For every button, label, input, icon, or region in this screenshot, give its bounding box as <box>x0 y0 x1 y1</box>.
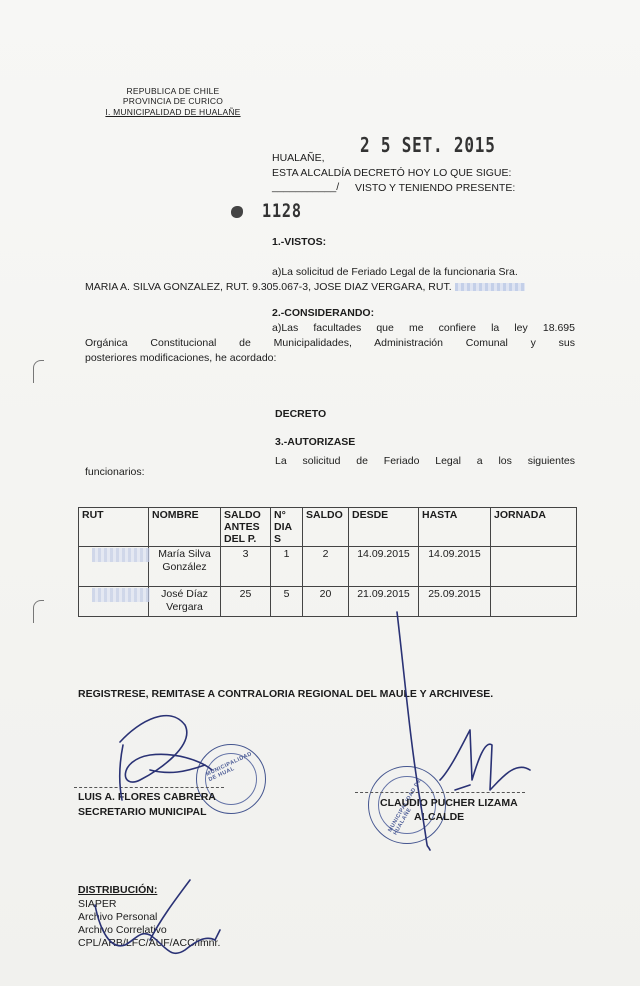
signature-line-left <box>74 787 224 788</box>
visto-line: VISTO Y TENIENDO PRESENTE: <box>355 182 516 194</box>
autorizase-line2: funcionarios: <box>85 466 145 478</box>
header-republic: REPUBLICA DE CHILE <box>126 86 220 96</box>
considerando-line1: a)Las facultades que me confiere la ley 18.695 <box>272 322 575 334</box>
jornada-cell <box>491 587 577 617</box>
vistos-para-b <box>85 281 525 293</box>
decreto-heading: DECRETO <box>275 408 327 420</box>
distribution-item: SIAPER <box>78 898 117 910</box>
col-header-rut: RUT <box>79 508 149 547</box>
col-header-jornada: JORNADA <box>491 508 577 547</box>
distribution-heading: DISTRIBUCIÓN: <box>78 884 158 896</box>
autorizase-line1: La solicitud de Feriado Legal a los siguientes <box>275 455 575 467</box>
desde-cell: 21.09.2015 <box>349 587 419 617</box>
nombre-cell: José Díaz Vergara <box>149 587 221 617</box>
intro-line: ESTA ALCALDÍA DECRETÓ HOY LO QUE SIGUE: <box>272 167 512 179</box>
header-municipality: I. MUNICIPALIDAD DE HUALAÑE <box>105 107 241 117</box>
saldo-antes-cell: 3 <box>221 547 271 587</box>
hole-punch-mark <box>33 360 44 383</box>
ink-blot-icon <box>231 206 243 218</box>
place-label: HUALAÑE, <box>272 152 325 164</box>
closing-line: REGISTRESE, REMITASE A CONTRALORIA REGIONAL DEL MAULE Y ARCHIVESE. <box>78 688 494 700</box>
blank-line: ___________/ <box>272 181 340 193</box>
distribution-item: Archivo Correlativo <box>78 924 167 936</box>
feriado-table <box>78 507 577 617</box>
date-stamp: 2 5 SET. 2015 <box>360 133 496 157</box>
signature-line-right <box>355 792 525 793</box>
vistos-heading: 1.-VISTOS: <box>272 236 327 248</box>
saldo-cell: 20 <box>303 587 349 617</box>
signatory-left-name: LUIS A. FLORES CABRERA <box>78 791 216 803</box>
redacted-rut-cell <box>92 588 150 602</box>
rut-cell-redacted <box>79 547 149 587</box>
col-header-saldo-antes: SALDO ANTES DEL P. <box>221 508 271 547</box>
table-row <box>79 547 577 587</box>
nombre-cell: María Silva González <box>149 547 221 587</box>
signatory-left-title: SECRETARIO MUNICIPAL <box>78 806 207 818</box>
considerando-line3: posteriores modificaciones, he acordado: <box>85 352 277 364</box>
table-row <box>79 587 577 617</box>
jornada-cell <box>491 547 577 587</box>
signatory-right-title: ALCALDE <box>414 811 465 823</box>
hasta-cell: 25.09.2015 <box>419 587 491 617</box>
redacted-rut <box>455 283 525 291</box>
distribution-item: Archivo Personal <box>78 911 158 923</box>
autorizase-heading: 3.-AUTORIZASE <box>275 436 356 448</box>
col-header-saldo: SALDO <box>303 508 349 547</box>
decree-number: 1128 <box>262 200 302 222</box>
municipal-seal-left <box>196 744 266 814</box>
col-header-hasta: HASTA <box>419 508 491 547</box>
saldo-antes-cell: 25 <box>221 587 271 617</box>
considerando-heading: 2.-CONSIDERANDO: <box>272 307 375 319</box>
vistos-para-b-text: MARIA A. SILVA GONZALEZ, RUT. 9.305.067-3, JOSE DIAZ VERGARA, RUT. <box>85 281 452 293</box>
distribution-item: CPL/ARB/LFC/AUF/ACC/imnr. <box>78 937 221 949</box>
col-header-nombre: NOMBRE <box>149 508 221 547</box>
desde-cell: 14.09.2015 <box>349 547 419 587</box>
table-header-row <box>79 508 577 547</box>
saldo-cell: 2 <box>303 547 349 587</box>
col-header-n-dias: N° DIA S <box>271 508 303 547</box>
hole-punch-mark <box>33 600 44 623</box>
dias-cell: 1 <box>271 547 303 587</box>
vistos-para-a: a)La solicitud de Feriado Legal de la funcionaria Sra. <box>272 266 518 278</box>
hasta-cell: 14.09.2015 <box>419 547 491 587</box>
seal-left-text: MUNICIPALIDAD DE HUAL <box>205 751 254 784</box>
header-province: PROVINCIA DE CURICO <box>122 96 224 106</box>
considerando-line2: Orgánica Constitucional de Municipalidades, Administración Comunal y sus <box>85 337 575 349</box>
seal-right-text: MUNICIPALIDAD DE HUALAÑE <box>387 777 423 837</box>
col-header-desde: DESDE <box>349 508 419 547</box>
rut-cell-redacted <box>79 587 149 617</box>
signature-right-scribble <box>440 730 530 790</box>
redacted-rut-cell <box>92 548 150 562</box>
dias-cell: 5 <box>271 587 303 617</box>
signatory-right-name: CLAUDIO PUCHER LIZAMA <box>380 797 518 809</box>
